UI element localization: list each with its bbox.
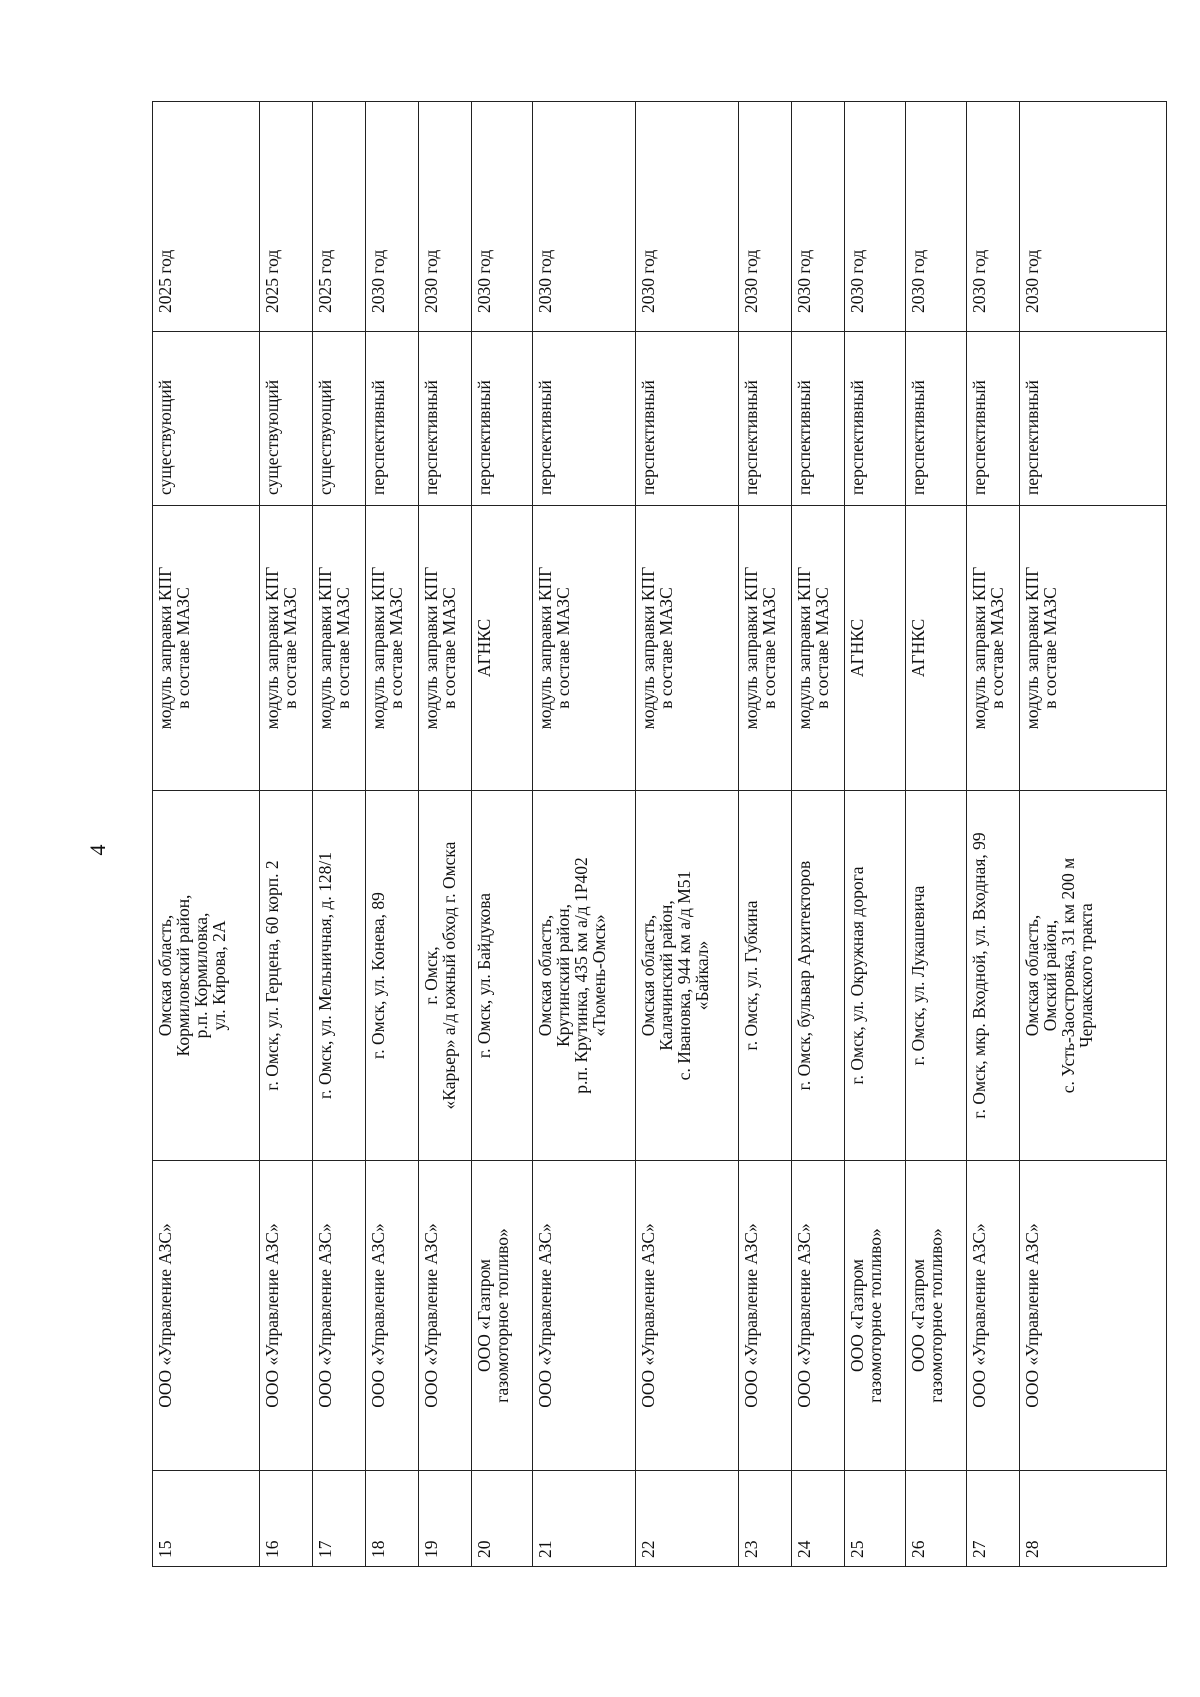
table-row: [260, 102, 313, 1567]
address-cell: [739, 791, 792, 1161]
cell-line: Омская область,: [535, 914, 555, 1037]
year-cell: 2030 год: [366, 102, 419, 332]
station-type-cell: [636, 506, 739, 791]
rotated-table-container: [152, 102, 1096, 1567]
table-row: [533, 102, 636, 1567]
row-number: 20: [472, 1471, 533, 1567]
cell-line: модуль заправки КПГ: [638, 566, 658, 730]
status-cell: перспективный: [845, 332, 906, 506]
cell-line: Омская область,: [155, 914, 175, 1037]
status-cell: перспективный: [636, 332, 739, 506]
cell-line: с. Усть-Заостровка, 31 км 200 м: [1058, 857, 1078, 1094]
address-cell: [967, 791, 1020, 1161]
year-cell: 2030 год: [1020, 102, 1167, 332]
row-number: 23: [739, 1471, 792, 1567]
station-type-cell: [792, 506, 845, 791]
table-body: [153, 102, 1167, 1567]
cell-line: в составе МАЗС: [553, 587, 573, 709]
cell-line: г. Омск, ул. Конева, 89: [368, 892, 388, 1059]
station-type-cell: [906, 506, 967, 791]
cell-line: Крутинский район,: [553, 903, 573, 1048]
cell-line: «Байкал»: [692, 940, 712, 1011]
cell-line: в составе МАЗС: [987, 587, 1007, 709]
organization-cell: ООО «Управление АЗС»: [967, 1161, 1020, 1471]
cell-line: ООО «Газпром: [847, 1259, 867, 1373]
cell-line: модуль заправки КПГ: [969, 566, 989, 730]
row-number: 24: [792, 1471, 845, 1567]
address-cell: [533, 791, 636, 1161]
cell-line: газомоторное топливо»: [865, 1228, 885, 1403]
cell-line: г. Омск, бульвар Архитекторов: [794, 860, 814, 1091]
year-cell: 2030 год: [967, 102, 1020, 332]
station-type-cell: [1020, 506, 1167, 791]
year-cell: 2025 год: [313, 102, 366, 332]
cell-line: г. Омск, ул. Герцена, 60 корп. 2: [262, 860, 282, 1091]
address-cell: [153, 791, 260, 1161]
cell-line: с. Ивановка, 944 км а/д М51: [674, 870, 694, 1081]
station-type-cell: [739, 506, 792, 791]
row-number: 26: [906, 1471, 967, 1567]
organization-cell: ООО «Управление АЗС»: [366, 1161, 419, 1471]
table-row: [313, 102, 366, 1567]
table-row: [636, 102, 739, 1567]
table-row: [472, 102, 533, 1567]
station-type-cell: [845, 506, 906, 791]
cell-line: газомоторное топливо»: [492, 1228, 512, 1403]
address-cell: [1020, 791, 1167, 1161]
cell-line: АГНКС: [474, 618, 494, 678]
row-number: 28: [1020, 1471, 1167, 1567]
cell-line: АГНКС: [847, 618, 867, 678]
cell-line: р.п. Кормиловка,: [191, 912, 211, 1039]
station-type-cell: [260, 506, 313, 791]
address-cell: [636, 791, 739, 1161]
year-cell: 2030 год: [636, 102, 739, 332]
status-cell: перспективный: [967, 332, 1020, 506]
address-cell: [472, 791, 533, 1161]
page-number: 4: [85, 844, 110, 856]
cell-line: г. Омск, ул. Лукашевича: [908, 885, 928, 1066]
table-row: [419, 102, 472, 1567]
cell-line: в составе МАЗС: [759, 587, 779, 709]
cell-line: модуль заправки КПГ: [155, 566, 175, 730]
status-cell: перспективный: [366, 332, 419, 506]
cell-line: в составе МАЗС: [173, 587, 193, 709]
cell-line: модуль заправки КПГ: [262, 566, 282, 730]
cell-line: газомоторное топливо»: [926, 1228, 946, 1403]
cell-line: р.п. Крутинка, 435 км а/д 1Р402: [571, 857, 591, 1094]
cell-line: г. Омск, ул. Окружная дорога: [847, 866, 867, 1085]
year-cell: 2030 год: [845, 102, 906, 332]
cell-line: Кормиловский район,: [173, 894, 193, 1057]
status-cell: существующий: [260, 332, 313, 506]
year-cell: 2030 год: [533, 102, 636, 332]
status-cell: перспективный: [472, 332, 533, 506]
organization-cell: ООО «Управление АЗС»: [739, 1161, 792, 1471]
year-cell: 2025 год: [153, 102, 260, 332]
organization-cell: [906, 1161, 967, 1471]
cell-line: Омская область,: [638, 914, 658, 1037]
station-type-cell: [366, 506, 419, 791]
cell-line: Омский район,: [1040, 919, 1060, 1032]
cell-line: г. Омск, ул. Байдукова: [474, 892, 494, 1059]
cell-line: в составе МАЗС: [439, 587, 459, 709]
row-number: 22: [636, 1471, 739, 1567]
cell-line: в составе МАЗС: [386, 587, 406, 709]
cell-line: Черлакского тракта: [1076, 903, 1096, 1048]
address-cell: [906, 791, 967, 1161]
status-cell: перспективный: [533, 332, 636, 506]
station-type-cell: [967, 506, 1020, 791]
cell-line: в составе МАЗС: [656, 587, 676, 709]
organization-cell: ООО «Управление АЗС»: [533, 1161, 636, 1471]
address-cell: [260, 791, 313, 1161]
status-cell: перспективный: [906, 332, 967, 506]
cell-line: модуль заправки КПГ: [315, 566, 335, 730]
organization-cell: ООО «Управление АЗС»: [636, 1161, 739, 1471]
cell-line: модуль заправки КПГ: [1022, 566, 1042, 730]
address-cell: [419, 791, 472, 1161]
status-cell: перспективный: [419, 332, 472, 506]
table-row: [153, 102, 260, 1567]
station-type-cell: [153, 506, 260, 791]
station-type-cell: [313, 506, 366, 791]
row-number: 27: [967, 1471, 1020, 1567]
address-cell: [313, 791, 366, 1161]
organization-cell: ООО «Управление АЗС»: [313, 1161, 366, 1471]
station-type-cell: [533, 506, 636, 791]
row-number: 19: [419, 1471, 472, 1567]
row-number: 15: [153, 1471, 260, 1567]
year-cell: 2030 год: [739, 102, 792, 332]
row-number: 18: [366, 1471, 419, 1567]
cell-line: в составе МАЗС: [1040, 587, 1060, 709]
cell-line: модуль заправки КПГ: [741, 566, 761, 730]
organization-cell: ООО «Управление АЗС»: [1020, 1161, 1167, 1471]
status-cell: существующий: [313, 332, 366, 506]
table-row: [366, 102, 419, 1567]
cell-line: «Карьер» а/д южный обход г. Омска: [439, 841, 459, 1110]
cell-line: модуль заправки КПГ: [535, 566, 555, 730]
cell-line: «Тюмень-Омск»: [589, 914, 609, 1037]
cell-line: в составе МАЗС: [280, 587, 300, 709]
organization-cell: [472, 1161, 533, 1471]
row-number: 16: [260, 1471, 313, 1567]
address-cell: [845, 791, 906, 1161]
organization-cell: ООО «Управление АЗС»: [153, 1161, 260, 1471]
cell-line: г. Омск,: [421, 946, 441, 1005]
cell-line: ООО «Газпром: [908, 1259, 928, 1373]
cell-line: г. Омск, ул. Мельничная, д. 128/1: [315, 852, 335, 1099]
year-cell: 2030 год: [906, 102, 967, 332]
row-number: 25: [845, 1471, 906, 1567]
status-cell: перспективный: [792, 332, 845, 506]
table-row: [1020, 102, 1167, 1567]
row-number: 17: [313, 1471, 366, 1567]
year-cell: 2025 год: [260, 102, 313, 332]
status-cell: перспективный: [1020, 332, 1167, 506]
cell-line: модуль заправки КПГ: [794, 566, 814, 730]
status-cell: существующий: [153, 332, 260, 506]
station-type-cell: [472, 506, 533, 791]
cell-line: в составе МАЗС: [812, 587, 832, 709]
cell-line: ООО «Газпром: [474, 1259, 494, 1373]
cell-line: Омская область,: [1022, 914, 1042, 1037]
row-number: 21: [533, 1471, 636, 1567]
organization-cell: ООО «Управление АЗС»: [260, 1161, 313, 1471]
cell-line: АГНКС: [908, 618, 928, 678]
cell-line: г. Омск, ул. Губкина: [741, 900, 761, 1051]
cell-line: модуль заправки КПГ: [421, 566, 441, 730]
cell-line: модуль заправки КПГ: [368, 566, 388, 730]
cell-line: г. Омск, мкр. Входной, ул. Входная, 99: [969, 832, 989, 1119]
station-type-cell: [419, 506, 472, 791]
table-row: [739, 102, 792, 1567]
organization-cell: [845, 1161, 906, 1471]
table-row: [845, 102, 906, 1567]
cell-line: в составе МАЗС: [333, 587, 353, 709]
address-cell: [366, 791, 419, 1161]
cell-line: ул. Кирова, 2А: [209, 920, 229, 1031]
year-cell: 2030 год: [792, 102, 845, 332]
year-cell: 2030 год: [419, 102, 472, 332]
gas-stations-table: [152, 101, 1167, 1567]
status-cell: перспективный: [739, 332, 792, 506]
organization-cell: ООО «Управление АЗС»: [792, 1161, 845, 1471]
table-row: [792, 102, 845, 1567]
year-cell: 2030 год: [472, 102, 533, 332]
address-cell: [792, 791, 845, 1161]
table-row: [967, 102, 1020, 1567]
organization-cell: ООО «Управление АЗС»: [419, 1161, 472, 1471]
cell-line: Калачинский район,: [656, 900, 676, 1051]
table-row: [906, 102, 967, 1567]
